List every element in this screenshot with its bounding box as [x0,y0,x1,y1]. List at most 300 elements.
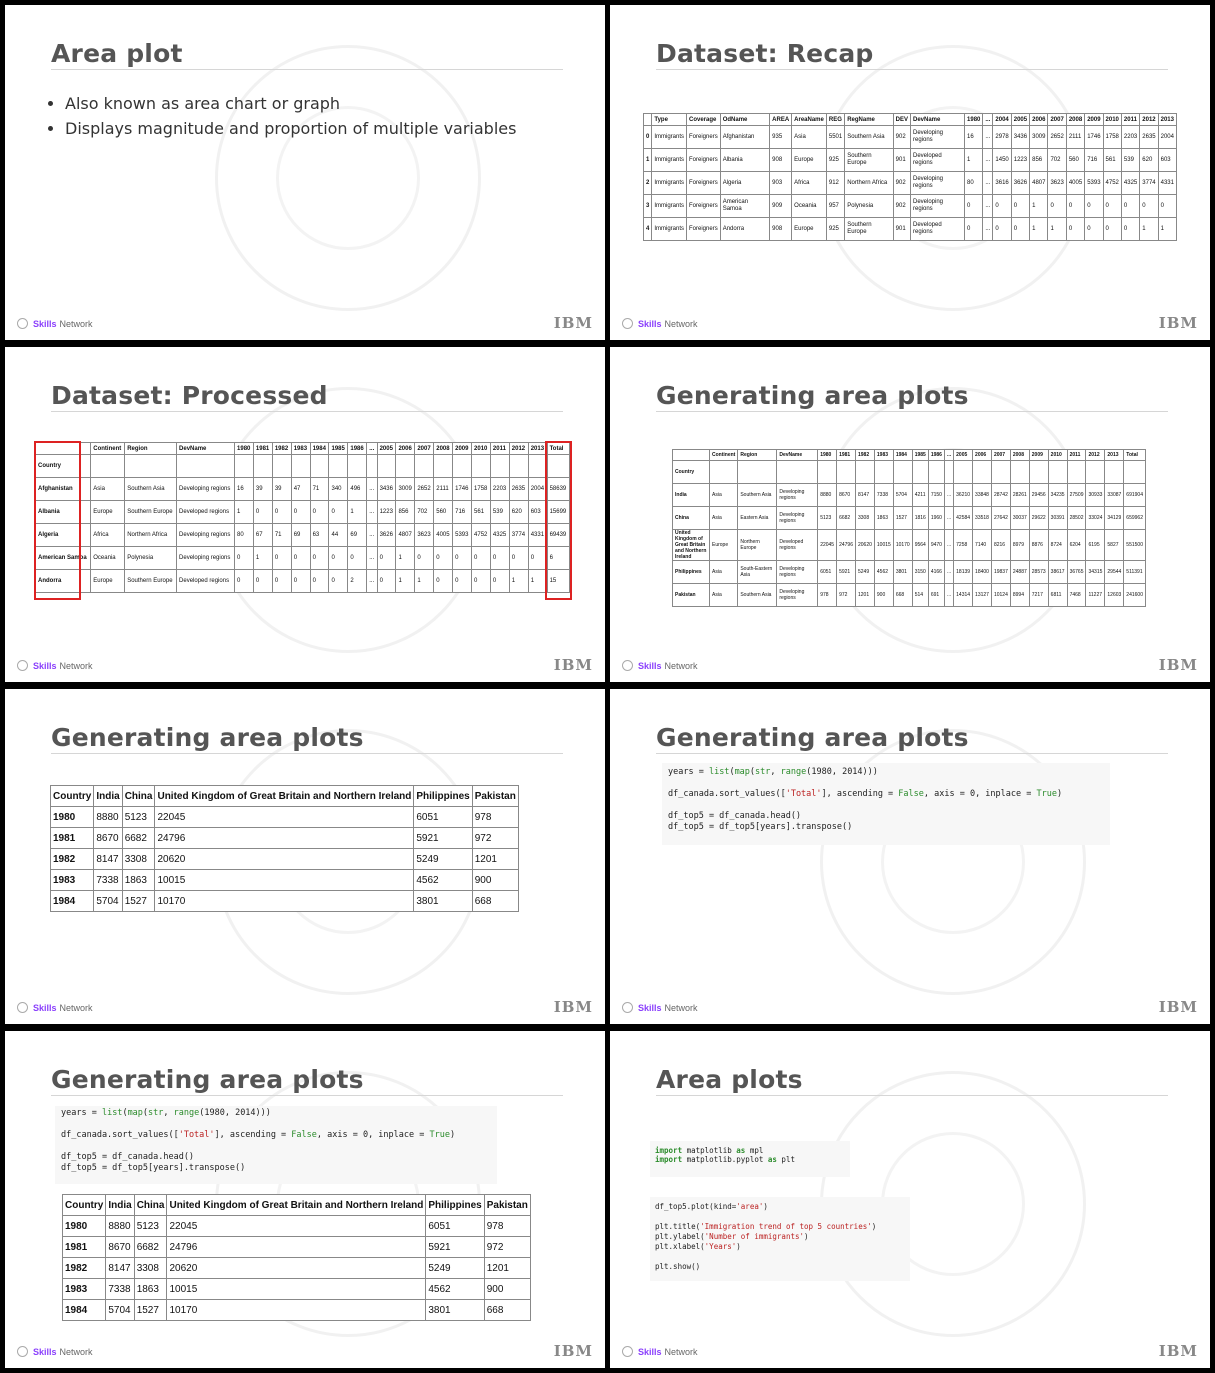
table-cell: 5921 [414,828,472,849]
table-cell: 3308 [122,849,155,870]
bullet-item: • Also known as area chart or graph [65,91,516,116]
table-cell: 603 [528,501,547,524]
table-cell: 13127 [973,584,992,607]
table-cell: 69 [291,524,310,547]
column-header: 2006 [973,450,992,461]
table-cell: American Samoa [720,195,769,218]
table-cell: 8979 [1010,530,1029,561]
column-header: 2006 [396,443,415,455]
table-cell: 1 [1140,218,1158,241]
table-cell: 908 [770,218,792,241]
column-header: 1981 [837,450,856,461]
table-cell: 909 [770,195,792,218]
table-cell: Algeria [720,172,769,195]
table-cell: 4562 [414,870,472,891]
table-cell: 1981 [63,1237,106,1258]
ibm-logo: IBM [553,998,593,1016]
column-header: 1986 [928,450,944,461]
table-cell: 3623 [415,524,434,547]
code-token: ) [1056,789,1063,799]
column-header: Total [1124,450,1146,461]
column-header: 1985 [329,443,348,455]
table-cell: Africa [91,524,125,547]
empty-cell [348,455,367,478]
table-cell: 1 [348,501,367,524]
column-header: 2013 [1158,114,1176,126]
table-cell: 71 [272,524,291,547]
table-cell: 6 [547,547,569,570]
table-cell: India [673,484,710,507]
table-cell: ... [944,484,953,507]
table-cell: 3801 [414,891,472,912]
table-header-row [63,1195,531,1216]
table-cell: 5501 [826,126,844,149]
code-token: , axis = 0, inplace = [316,1130,430,1140]
table-cell: 15699 [547,501,569,524]
table-cell: 34235 [1048,484,1067,507]
column-header: DEV [893,114,910,126]
table-cell: 908 [770,149,792,172]
table-cell: 3623 [1048,172,1066,195]
table-cell: 0 [434,570,453,593]
table-cell: 0 [310,547,329,570]
table-cell: Northern Europe [738,530,777,561]
table-cell: 0 [1066,218,1084,241]
table-cell: 80 [965,172,983,195]
table-cell: Oceania [792,195,827,218]
table-row [644,149,1177,172]
empty-cell [177,455,235,478]
table-cell: 0 [1066,195,1084,218]
table-cell: 8670 [94,828,122,849]
table-cell: 511391 [1124,561,1146,584]
column-header: Continent [710,450,738,461]
column-header: 2005 [1011,114,1029,126]
table-cell: 33087 [1105,484,1124,507]
table-cell: 47 [291,478,310,501]
table-cell: 1982 [63,1258,106,1279]
slide-title: Generating area plots [656,723,969,752]
table-cell: 1 [1030,195,1048,218]
table-cell: 0 [965,195,983,218]
table-cell: 1 [415,570,434,593]
table-cell: 24796 [155,828,414,849]
table-cell: 33848 [973,484,992,507]
table-cell: 5393 [453,524,472,547]
code-token: range [173,1108,200,1118]
table-cell: 5921 [426,1237,484,1258]
table-cell: 1758 [472,478,491,501]
title-divider [51,411,563,412]
table-cell: 603 [1158,149,1176,172]
bullet-item: • Displays magnitude and proportion of multiple variables [65,116,516,141]
title-divider [656,411,1168,412]
table-cell: 900 [484,1279,530,1300]
table-cell: 30037 [1010,507,1029,530]
empty-cell [893,461,912,484]
code-token: df_top5 = df_canada.head() [668,811,802,821]
column-header: Continent [91,443,125,455]
ibm-logo: IBM [553,656,593,674]
table-cell: Developing regions [177,478,235,501]
table-cell: 8880 [94,807,122,828]
data-prep-code-block [662,763,1110,845]
table-cell: 0 [1103,218,1121,241]
table-cell: Andorra [720,218,769,241]
empty-cell [509,455,528,478]
total-column-highlight [545,441,572,600]
table-cell: Southern Asia [125,478,177,501]
table-cell: ... [367,570,377,593]
table-cell: 0 [235,547,254,570]
table-cell: 36210 [954,484,973,507]
table-cell: 63 [310,524,329,547]
table-cell: 0 [509,547,528,570]
title-divider [656,1095,1168,1096]
column-header: 2010 [472,443,491,455]
table-cell: 8216 [991,530,1010,561]
column-header: 2011 [1067,450,1086,461]
code-token: df_top5 = df_top5[years].transpose() [61,1163,246,1173]
table-cell: Immigrants [652,149,687,172]
column-header: DevName [177,443,235,455]
table-cell: 620 [1140,149,1158,172]
column-header: 2007 [1048,114,1066,126]
ibm-logo: IBM [553,314,593,332]
table-cell: Asia [91,478,125,501]
table-cell: Algeria [36,524,91,547]
table-cell: 1980 [51,807,94,828]
table-cell: 668 [484,1300,530,1321]
table-cell: 3150 [912,561,928,584]
table-row [644,172,1177,195]
table-cell: 1527 [122,891,155,912]
table-cell: 4325 [1121,172,1139,195]
table-cell: 16 [235,478,254,501]
table-cell: 1 [1030,218,1048,241]
table-cell: China [673,507,710,530]
table-cell: 5123 [134,1216,167,1237]
column-header: RegName [845,114,893,126]
table-cell: 18139 [954,561,973,584]
code-token: 'Total' [178,1130,215,1140]
table-cell: 716 [453,501,472,524]
table-row [63,1300,531,1321]
column-header: 1981 [253,443,272,455]
table-cell: 925 [826,149,844,172]
table-cell: 8147 [856,484,875,507]
table-cell: 30933 [1086,484,1105,507]
empty-cell [415,455,434,478]
table-cell: 8670 [106,1237,134,1258]
column-header: DevName [777,450,818,461]
skills-network-logo: Skills Network [17,1346,93,1357]
table-cell: 902 [893,195,910,218]
table-cell: 0 [310,570,329,593]
table-cell: 539 [1121,149,1139,172]
table-row [673,561,1146,584]
table-cell: 10170 [155,891,414,912]
table-cell: Northern Africa [125,524,177,547]
table-cell: 10015 [167,1279,426,1300]
table-cell: Asia [710,584,738,607]
code-token: (1980, 2014))) [199,1108,271,1118]
code-token: years = [61,1108,102,1118]
table-cell: 1 [253,547,272,570]
table-cell: Immigrants [652,218,687,241]
table-cell: 0 [528,547,547,570]
column-header: Region [738,450,777,461]
table-cell: 10124 [991,584,1010,607]
title-divider [51,1095,563,1096]
skills-network-logo: Skills Network [17,318,93,329]
table-cell: 3436 [377,478,396,501]
top5-table [672,449,1146,607]
table-cell: 1746 [1085,126,1103,149]
table-cell: Southern Asia [738,484,777,507]
table-row [36,478,570,501]
table-row [36,570,570,593]
table-cell: 3308 [134,1258,167,1279]
code-token: list [708,767,730,777]
table-cell: 4331 [528,524,547,547]
table-cell: 1201 [856,584,875,607]
table-cell: 978 [484,1216,530,1237]
transposed-table [50,785,519,912]
table-cell: 340 [329,478,348,501]
skills-network-logo: Skills Network [622,1346,698,1357]
empty-cell [472,455,491,478]
table-cell: Eastern Asia [738,507,777,530]
table-cell: 1223 [1011,149,1029,172]
column-header: Type [652,114,687,126]
empty-cell [396,455,415,478]
table-cell: 10170 [167,1300,426,1321]
table-cell: 0 [490,570,509,593]
table-cell: 2203 [1121,126,1139,149]
table-cell: 0 [329,570,348,593]
table-cell: South-Eastern Asia [738,561,777,584]
table-cell: 28742 [991,484,1010,507]
table-cell: United Kingdom of Great Britain and Northern Ireland [673,530,710,561]
table-cell: 4 [644,218,652,241]
table-cell: 69439 [547,524,569,547]
table-cell: Developing regions [910,172,964,195]
table-cell: 0 [329,501,348,524]
table-cell: 6811 [1048,584,1067,607]
table-cell: 24796 [167,1237,426,1258]
column-header: United Kingdom of Great Britain and Northern Ireland [155,786,414,807]
table-cell: 3 [644,195,652,218]
table-cell: 16 [965,126,983,149]
table-cell: Asia [710,507,738,530]
table-cell: 1201 [472,849,518,870]
table-cell: 3616 [993,172,1011,195]
table-cell: 560 [1066,149,1084,172]
table-cell: 69 [348,524,367,547]
column-header: 2012 [1086,450,1105,461]
table-row [36,547,570,570]
table-cell: Southern Asia [738,584,777,607]
column-header: 2005 [377,443,396,455]
table-cell: 22045 [155,807,414,828]
slide-dataset-processed [5,347,605,682]
table-cell: Developing regions [910,126,964,149]
table-cell: Foreigners [687,126,721,149]
table-cell: Europe [710,530,738,561]
table-cell: Afghanistan [36,478,91,501]
table-row [51,870,519,891]
table-cell: 561 [1103,149,1121,172]
table-cell: Foreigners [687,218,721,241]
empty-cell [1010,461,1029,484]
column-header: Country [51,786,94,807]
table-cell: 620 [509,501,528,524]
table-cell: Immigrants [652,126,687,149]
code-token: , axis = 0, inplace = [923,789,1037,799]
table-cell: 4166 [928,561,944,584]
skills-network-logo: Skills Network [17,660,93,671]
empty-cell [874,461,893,484]
table-cell: 1 [644,149,652,172]
table-cell: Africa [792,172,827,195]
table-cell: Europe [91,501,125,524]
table-cell: 0 [272,547,291,570]
empty-cell [1048,461,1067,484]
slide-title: Dataset: Recap [656,39,874,68]
table-header-row [36,443,570,455]
bullet-list [51,91,516,141]
table-cell: 1746 [453,478,472,501]
table-cell: Southern Asia [845,126,893,149]
column-header: 1980 [235,443,254,455]
table-cell: Developing regions [177,524,235,547]
column-header: 1983 [291,443,310,455]
table-cell: 1758 [1103,126,1121,149]
table-cell: 903 [770,172,792,195]
table-cell: Developing regions [910,195,964,218]
table-cell: 3009 [396,478,415,501]
table-cell: 4331 [1158,172,1176,195]
table-cell: 28502 [1067,507,1086,530]
plot-code-block: df_top5.plot(kind='area') plt.title('Immigration trend of top 5 countries') plt.ylabel('Number of immigrants') plt.xlabel('Years') plt.show() [650,1197,910,1281]
ibm-logo: IBM [1158,314,1198,332]
column-header: 2008 [1010,450,1029,461]
table-cell: Polynesia [845,195,893,218]
slide-dataset-recap [610,5,1210,340]
column-header: 1986 [348,443,367,455]
table-cell: 10170 [893,530,912,561]
empty-cell [453,455,472,478]
table-cell: 19837 [991,561,1010,584]
table-cell: 2111 [1066,126,1084,149]
table-cell: ... [983,172,993,195]
table-cell: 29456 [1029,484,1048,507]
table-cell: 0 [1048,195,1066,218]
empty-cell [1067,461,1086,484]
table-cell: 8876 [1029,530,1048,561]
slide-title: Area plots [656,1065,803,1094]
column-header [673,450,710,461]
table-cell: 668 [472,891,518,912]
column-header: Total [547,443,569,455]
column-header: 2013 [1105,450,1124,461]
code-token: True [1036,789,1057,799]
table-cell: Albania [720,149,769,172]
table-cell: 2978 [993,126,1011,149]
empty-cell [91,455,125,478]
table-cell: 1863 [134,1279,167,1300]
table-cell: ... [983,149,993,172]
table-cell: 33518 [973,507,992,530]
code-token: , [163,1108,174,1118]
table-cell: Europe [91,570,125,593]
table-cell: 5249 [426,1258,484,1279]
empty-cell [490,455,509,478]
table-cell: 1527 [893,507,912,530]
table-cell: 1983 [63,1279,106,1300]
table-cell: 2652 [415,478,434,501]
table-cell: 27642 [991,507,1010,530]
column-header: 1980 [818,450,837,461]
table-cell: 24796 [837,530,856,561]
table-cell: 3009 [1030,126,1048,149]
index-label-row [36,455,570,478]
column-header: Coverage [687,114,721,126]
table-row [51,891,519,912]
table-cell: 7468 [1067,584,1086,607]
table-cell: 34315 [1086,561,1105,584]
column-header: 1982 [856,450,875,461]
empty-cell [1124,461,1146,484]
table-row [644,195,1177,218]
table-cell: 957 [826,195,844,218]
code-token: False [898,789,924,799]
column-header: 1985 [912,450,928,461]
table-cell: 38617 [1048,561,1067,584]
table-cell: 22045 [167,1216,426,1237]
table-cell: 7338 [874,484,893,507]
table-cell: 4562 [874,561,893,584]
table-cell: 0 [235,570,254,593]
column-header: 1984 [893,450,912,461]
column-header: 2008 [1066,114,1084,126]
table-cell: 3774 [509,524,528,547]
processed-table [35,442,570,593]
table-cell: 0 [1085,218,1103,241]
table-cell: Europe [792,218,827,241]
skills-network-logo: Skills Network [622,1002,698,1013]
ibm-logo: IBM [1158,998,1198,1016]
title-divider [51,753,563,754]
column-header: REG [826,114,844,126]
table-cell: 18400 [973,561,992,584]
table-cell: 900 [874,584,893,607]
table-cell: 2635 [1140,126,1158,149]
table-cell: 9470 [928,530,944,561]
table-cell: 4807 [396,524,415,547]
slide-title: Area plot [51,39,183,68]
table-cell: 972 [837,584,856,607]
table-cell: ... [367,501,377,524]
table-cell: 4807 [1030,172,1048,195]
table-cell: 702 [1048,149,1066,172]
slide-generating-transposed [5,689,605,1024]
table-cell: 0 [490,547,509,570]
table-row [63,1258,531,1279]
table-cell: 1 [1048,218,1066,241]
table-cell: 6204 [1067,530,1086,561]
